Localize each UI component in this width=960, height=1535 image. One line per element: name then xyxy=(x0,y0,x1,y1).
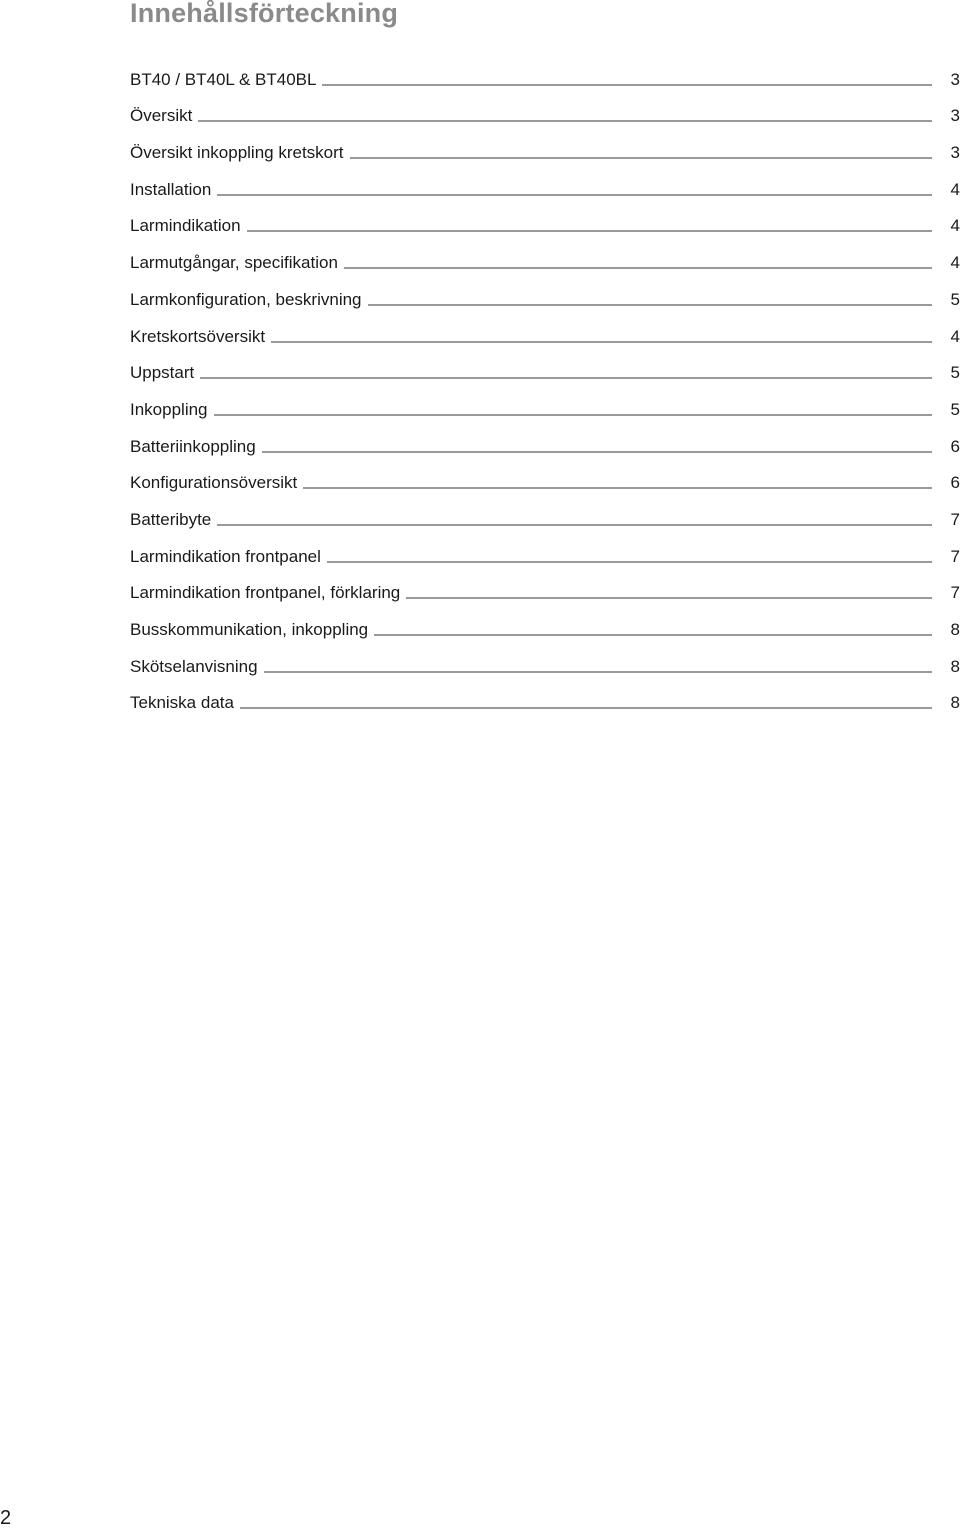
toc-entry[interactable] xyxy=(130,96,960,133)
toc-entry-page: 5 xyxy=(950,363,960,383)
toc-entry-label: Skötselanvisning xyxy=(130,656,258,676)
toc-entry-page: 8 xyxy=(950,656,960,676)
toc-entry-page: 4 xyxy=(950,179,960,199)
table-of-contents xyxy=(130,59,960,719)
toc-entry-page: 3 xyxy=(950,69,960,89)
toc-entry-label: Larmindikation frontpanel, förklaring xyxy=(130,583,401,603)
page-number: 2 xyxy=(0,1507,12,1529)
toc-entry-page: 4 xyxy=(950,253,960,273)
toc-entry-page: 3 xyxy=(950,143,960,163)
toc-entry-page: 4 xyxy=(950,216,960,236)
toc-entry-page: 3 xyxy=(950,106,960,126)
toc-entry-label: Kretskortsöversikt xyxy=(130,326,266,346)
toc-leader-line xyxy=(262,450,932,453)
toc-entry-page: 7 xyxy=(950,583,960,603)
toc-entry-label: Busskommunikation, inkoppling xyxy=(130,620,369,639)
toc-entry[interactable] xyxy=(130,242,960,279)
toc-leader-line xyxy=(247,229,932,232)
toc-entry-page: 7 xyxy=(950,546,960,566)
toc-entry[interactable] xyxy=(130,463,960,500)
toc-entry-label: Larmkonfiguration, beskrivning xyxy=(130,289,362,309)
toc-leader-line xyxy=(264,670,932,673)
toc-leader-line xyxy=(350,156,932,159)
toc-leader-line xyxy=(322,83,932,86)
toc-leader-line xyxy=(271,340,932,343)
toc-entry-page: 5 xyxy=(950,399,960,419)
toc-entry[interactable] xyxy=(130,316,960,353)
toc-entry[interactable] xyxy=(130,536,960,573)
toc-leader-line xyxy=(217,523,932,526)
toc-entry[interactable] xyxy=(130,499,960,536)
toc-entry-page: 6 xyxy=(950,473,960,493)
toc-leader-line xyxy=(240,706,932,709)
toc-entry-label: Larmutgångar, specifikation xyxy=(130,253,338,273)
toc-entry-page: 6 xyxy=(950,436,960,456)
toc-entry-page: 8 xyxy=(950,693,960,713)
toc-leader-line xyxy=(200,376,932,379)
toc-entry[interactable] xyxy=(130,609,960,646)
toc-entry[interactable] xyxy=(130,206,960,243)
toc-leader-line xyxy=(217,193,932,196)
toc-entry-label: BT40 / BT40L & BT40BL xyxy=(130,69,317,89)
toc-entry-label: Inkoppling xyxy=(130,399,208,419)
toc-entry[interactable] xyxy=(130,353,960,390)
toc-entry-label: Översikt xyxy=(130,106,193,126)
page-title: Innehållsförteckning xyxy=(130,0,399,28)
toc-entry-label: Översikt inkoppling kretskort xyxy=(130,143,344,163)
toc-leader-line xyxy=(344,266,932,269)
toc-entry-label: Konfigurationsöversikt xyxy=(130,473,298,493)
toc-leader-line xyxy=(368,303,932,306)
toc-entry-label: Larmindikation xyxy=(130,216,241,236)
toc-entry[interactable] xyxy=(130,646,960,683)
toc-entry-label: Installation xyxy=(130,179,212,199)
toc-entry-page: 5 xyxy=(950,289,960,309)
toc-entry-page: 4 xyxy=(950,326,960,346)
toc-leader-line xyxy=(198,119,932,122)
toc-entry-label: Tekniska data xyxy=(130,693,234,713)
toc-leader-line xyxy=(406,596,932,599)
toc-entry-label: Uppstart xyxy=(130,363,195,383)
toc-leader-line xyxy=(303,486,932,489)
toc-entry[interactable] xyxy=(130,169,960,206)
toc-entry-label: Larmindikation frontpanel xyxy=(130,546,321,566)
toc-entry[interactable] xyxy=(130,683,960,720)
toc-entry[interactable] xyxy=(130,426,960,463)
toc-leader-line xyxy=(374,633,932,636)
toc-entry-page: 7 xyxy=(950,509,960,529)
toc-entry[interactable] xyxy=(130,389,960,426)
toc-entry-label: Batteriinkoppling xyxy=(130,436,256,456)
toc-entry-label: Batteribyte xyxy=(130,509,212,529)
toc-leader-line xyxy=(214,413,932,416)
toc-entry[interactable] xyxy=(130,59,960,96)
toc-leader-line xyxy=(327,560,932,563)
toc-entry[interactable] xyxy=(130,132,960,169)
toc-entry[interactable] xyxy=(130,279,960,316)
toc-entry[interactable] xyxy=(130,573,960,610)
toc-entry-page: 8 xyxy=(950,620,960,639)
